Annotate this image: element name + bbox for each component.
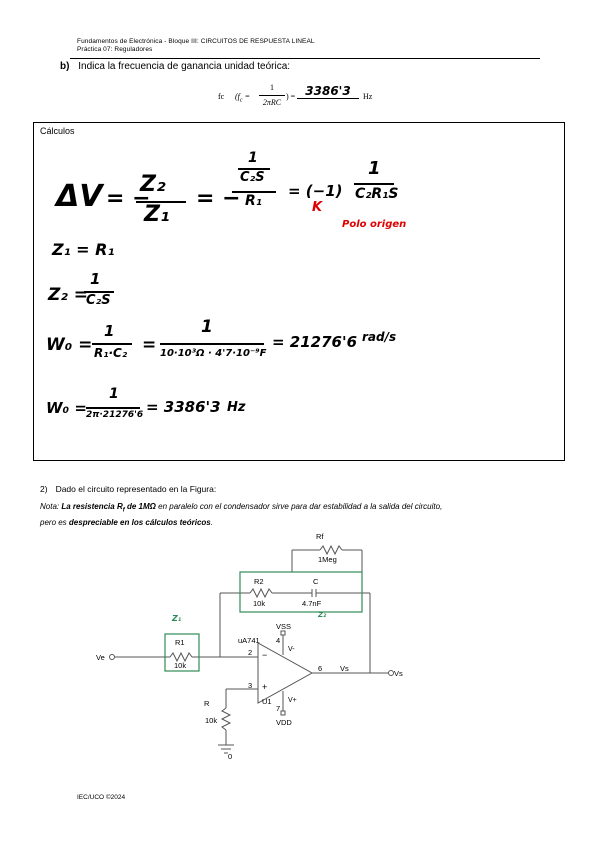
f-unit: Hz <box>227 400 246 415</box>
polo-origen-label: Polo origen <box>342 219 407 230</box>
c-name: C <box>313 577 319 586</box>
f-lhs: W₀ = <box>46 399 87 417</box>
formula-close: ) = <box>286 92 296 101</box>
eq1-minus-one: = (−1) <box>288 182 343 200</box>
opamp-name: uA741 <box>238 636 260 645</box>
w0-denominator: 10·10³Ω · 4'7·10⁻⁹F <box>160 348 267 359</box>
k-label: K <box>312 200 323 215</box>
z2-numerator: Z₂ <box>140 172 166 197</box>
ground-label: 0 <box>228 752 233 761</box>
section-2-heading: 2) Dado el circuito representado en la Figura: <box>40 484 217 494</box>
footer: IEC/UCO ©2024 <box>77 794 126 801</box>
vdd-label: VDD <box>276 718 292 727</box>
f-denominator: 2π·21276'6 <box>86 410 144 420</box>
pin-4: 4 <box>276 636 281 645</box>
z2-c2s: C₂S <box>86 293 111 308</box>
z1-denominator: Z₁ <box>144 202 170 227</box>
w0-one: 1 <box>104 322 115 340</box>
inner-one: 1 <box>248 150 258 166</box>
c2r1s-denominator: C₂R₁S <box>355 186 399 202</box>
opamp-ref: U1 <box>262 697 272 706</box>
question-letter: b) <box>60 61 70 72</box>
r1-denominator: R₁ <box>245 193 262 209</box>
z2-lhs: Z₂ = <box>48 285 88 305</box>
pin-2: 2 <box>248 648 253 657</box>
pin-7: 7 <box>276 704 281 713</box>
r-name: R <box>204 699 210 708</box>
f-result: = 3386'3 <box>146 398 221 416</box>
delta-v: ΔV <box>56 179 103 214</box>
z2-one: 1 <box>90 270 101 288</box>
w0-lhs: W₀ = <box>46 335 93 355</box>
formula-lhs: ($f_c$ = <box>235 92 250 104</box>
z1-label: Z₁ <box>172 614 182 623</box>
r1-name: R1 <box>175 638 185 647</box>
formula-prefix: fc <box>218 92 225 101</box>
pin-6: 6 <box>318 664 323 673</box>
r1-value: 10k <box>174 661 187 670</box>
w0-r1c2: R₁·C₂ <box>94 346 128 360</box>
z2-label: Z₂ <box>318 611 327 619</box>
minus-sign: − <box>262 650 268 660</box>
r-value: 10k <box>205 716 218 725</box>
vminus-label: V- <box>288 646 295 653</box>
vplus-label: V+ <box>288 697 297 704</box>
eq1-minus-b: = − <box>196 186 241 211</box>
eq1-minus-a: = − <box>106 186 151 211</box>
w0-unit: rad/s <box>362 330 397 344</box>
rf-value: 1Meg <box>318 555 337 564</box>
w0-result: = 21276'6 <box>272 333 358 351</box>
f-num: 1 <box>109 386 119 402</box>
z1-definition: Z₁ = R₁ <box>52 240 115 259</box>
question-text: Indica la frecuencia de ganancia unidad teórica: <box>78 61 291 72</box>
ve-label: Ve <box>96 653 105 662</box>
w0-num: 1 <box>201 317 213 337</box>
r2-name: R2 <box>254 577 264 586</box>
c-value: 4.7nF <box>302 599 322 608</box>
formula-unit: Hz <box>363 92 373 101</box>
r2-value: 10k <box>253 599 266 608</box>
result-one: 1 <box>368 158 381 179</box>
formula-denominator: 2πRC <box>262 98 282 107</box>
plus-sign: + <box>262 682 268 692</box>
pin-3: 3 <box>248 681 253 690</box>
vss-label: VSS <box>276 622 292 631</box>
vs-output-label: Vs <box>394 669 403 678</box>
header-subtitle: Práctica 07: Reguladores <box>77 46 153 53</box>
formula-answer[interactable]: 3386'3 <box>297 84 359 99</box>
section-2-note: Nota: La resistencia $R_f$ de 1MΩ en paralelo con el condensador sirve para dar estabilidad a la salida del circuito, pero es despreciable en los cálculos teóricos. <box>40 502 443 527</box>
formula-numerator: 1 <box>270 83 274 92</box>
header-title: Fundamentos de Electrónica - Bloque III: CIRCUITOS DE RESPUESTA LINEAL <box>77 38 315 45</box>
calculations-title: Cálculos <box>40 126 75 136</box>
vs-inner-label: Vs <box>340 664 349 673</box>
rf-name: Rf <box>316 532 324 541</box>
w0-eq: = <box>142 335 157 355</box>
c2s-inner: C₂S <box>240 170 265 185</box>
